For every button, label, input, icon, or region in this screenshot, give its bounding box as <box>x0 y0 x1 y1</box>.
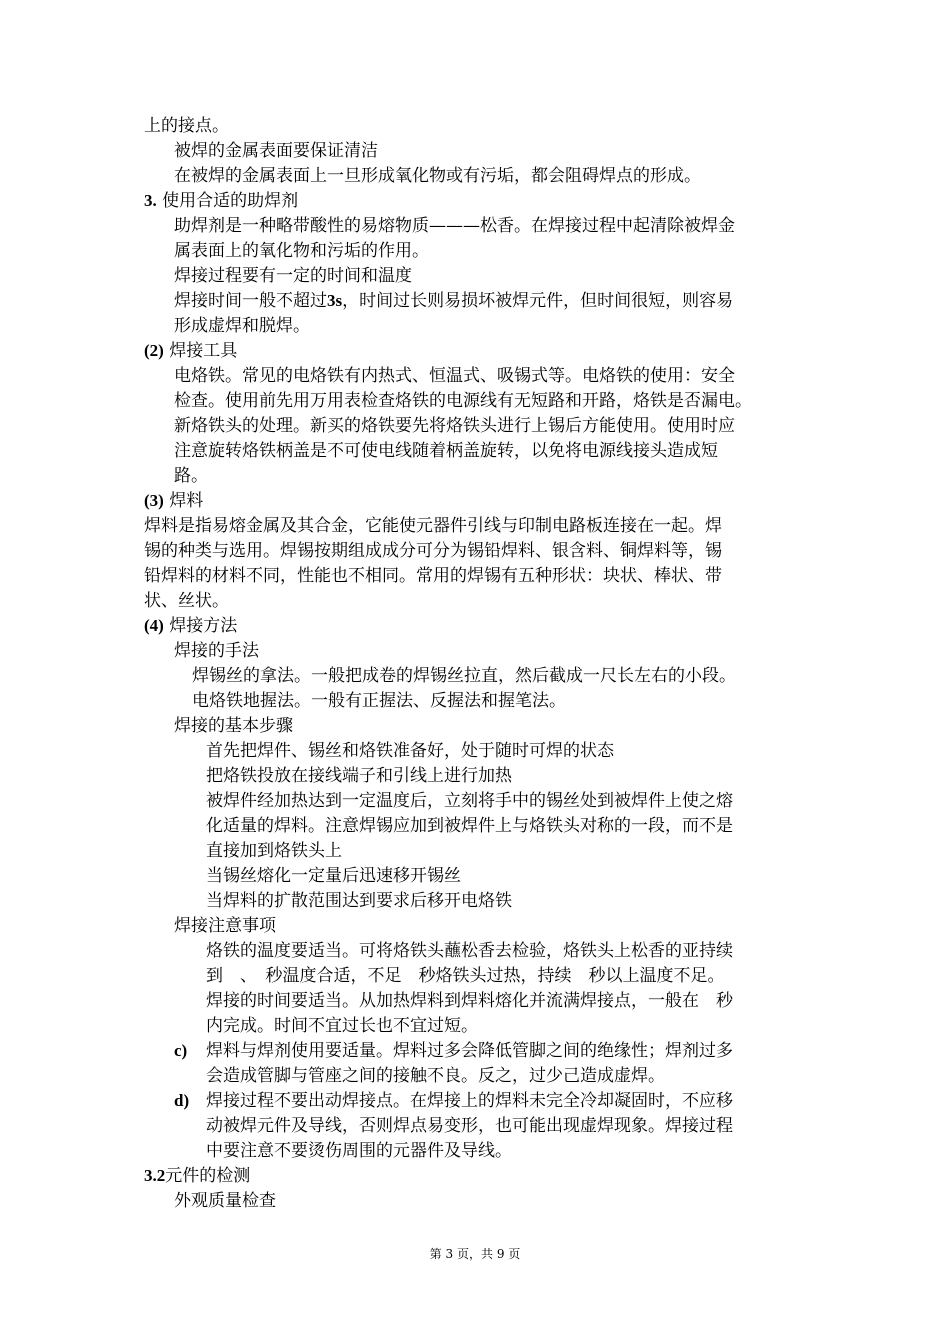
text-line: 当焊料的扩散范围达到要求后移开电烙铁 <box>206 891 512 911</box>
text-line: 内完成。时间不宜过长也不宜过短。 <box>206 1016 478 1036</box>
footer-text: 页 <box>508 1247 521 1261</box>
list-marker-text: d) <box>174 1091 190 1110</box>
text-line: 焊接过程不要出动焊接点。在焊接上的焊料未完全冷却凝固时，不应移 <box>206 1091 733 1111</box>
text-line: 到 、 秒温度合适，不足 秒烙铁头过热，持续 秒以上温度不足。 <box>206 966 725 986</box>
list-marker <box>174 1089 189 1113</box>
text-line: 锡的种类与选用。焊锡按期组成成分可分为锡铅焊料、银含料、铜焊料等，锡 <box>144 541 722 561</box>
text-fragment: ， <box>342 291 360 311</box>
text-line: 焊接的时间要适当。从加热焊料到焊料熔化并流满焊接点，一般在 秒 <box>206 991 733 1011</box>
text-line: 上的接点。 <box>144 116 229 136</box>
heading-text: 焊接工具 <box>169 341 238 361</box>
list-marker-text: c) <box>174 1041 188 1060</box>
list-marker: (2) <box>144 341 164 360</box>
text-line: 中要注意不要烫伤周围的元器件及导线。 <box>206 1141 512 1161</box>
text-line: 焊料与焊剂使用要适量。焊料过多会降低管脚之间的绝缘性；焊剂过多 <box>206 1041 733 1061</box>
text-line: 会造成管脚与管座之间的接触不良。反之，过少己造成虚焊。 <box>206 1066 665 1086</box>
text-line: 焊接的手法 <box>174 641 259 661</box>
heading-text: 焊接方法 <box>169 616 238 636</box>
page-footer <box>0 1246 950 1262</box>
list-marker: (3) <box>144 491 164 510</box>
text-line: 当锡丝熔化一定量后迅速移开锡丝 <box>206 866 461 886</box>
text-line: 焊接过程要有一定的时间和温度 <box>174 266 412 286</box>
footer-text: 页，共 <box>456 1247 493 1261</box>
numbered-heading <box>144 189 298 213</box>
text-line: 属表面上的氧化物和污垢的作用。 <box>174 241 429 261</box>
text-line: 电烙铁地握法。一般有正握法、反握法和握笔法。 <box>192 691 566 711</box>
text-line <box>174 289 733 313</box>
text-line: 焊料是指易熔金属及其合金，它能使元器件引线与印制电路板连接在一起。焊 <box>144 516 722 536</box>
list-marker <box>174 1039 187 1063</box>
text-line: 形成虚焊和脱焊。 <box>174 316 310 336</box>
text-fragment: 时间过长则易损坏被焊元件，但时间很短，则容易 <box>359 291 734 311</box>
heading-text: 焊料 <box>169 491 204 511</box>
page-total: 9 <box>496 1247 505 1261</box>
text-line: 动被焊元件及导线，否则焊点易变形，也可能出现虚焊现象。焊接过程 <box>206 1116 733 1136</box>
heading-text: 使用合适的助焊剂 <box>162 191 299 211</box>
list-marker: 3. <box>144 191 157 210</box>
text-line: 外观质量检查 <box>174 1191 276 1211</box>
text-line: 烙铁的温度要适当。可将烙铁头蘸松香去检验，烙铁头上松香的亚持续 <box>206 941 733 961</box>
text-fragment: 焊接时间一般不超过 <box>174 291 327 311</box>
text-line: 铅焊料的材料不同，性能也不相同。常用的焊锡有五种形状：块状、棒状、带 <box>144 566 722 586</box>
text-line: 新烙铁头的处理。新买的烙铁要先将烙铁头进行上锡后方能使用。使用时应 <box>174 416 735 436</box>
heading-text: 元件的检测 <box>165 1166 251 1186</box>
text-line: 注意旋转烙铁柄盖是不可使电线随着柄盖旋转，以免将电源线接头造成短 <box>174 441 718 461</box>
text-line: 检查。使用前先用万用表检查烙铁的电源线有无短路和开路，烙铁是否漏电。 <box>174 391 752 411</box>
page-number: 3 <box>445 1247 454 1261</box>
section-heading <box>144 1164 250 1188</box>
list-marker: (4) <box>144 616 164 635</box>
time-value: 3s <box>327 291 343 310</box>
text-line: 焊接的基本步骤 <box>174 716 293 736</box>
text-line: 在被焊的金属表面上一旦形成氧化物或有污垢，都会阻碍焊点的形成。 <box>174 166 701 186</box>
numbered-heading <box>144 614 237 638</box>
text-line: 化适量的焊料。注意焊锡应加到被焊件上与烙铁头对称的一段，而不是 <box>206 816 733 836</box>
text-line: 直接加到烙铁头上 <box>206 841 342 861</box>
footer-text: 第 <box>429 1247 442 1261</box>
text-line: 被焊的金属表面要保证清洁 <box>174 141 378 161</box>
section-number: 3.2 <box>144 1166 166 1185</box>
text-line: 焊接注意事项 <box>174 916 276 936</box>
text-line: 助焊剂是一种略带酸性的易熔物质———松香。在焊接过程中起清除被焊金 <box>174 216 735 236</box>
text-line: 首先把焊件、锡丝和烙铁准备好，处于随时可焊的状态 <box>206 741 614 761</box>
text-line: 状、丝状。 <box>144 591 229 611</box>
numbered-heading <box>144 339 237 363</box>
text-line: 焊锡丝的拿法。一般把成卷的焊锡丝拉直，然后截成一尺长左右的小段。 <box>192 666 736 686</box>
numbered-heading <box>144 489 203 513</box>
text-line: 把烙铁投放在接线端子和引线上进行加热 <box>206 766 512 786</box>
text-line: 路。 <box>174 466 208 486</box>
text-line: 被焊件经加热达到一定温度后，立刻将手中的锡丝处到被焊件上使之熔 <box>206 791 733 811</box>
text-line: 电烙铁。常见的电烙铁有内热式、恒温式、吸锡式等。电烙铁的使用：安全 <box>174 366 735 386</box>
